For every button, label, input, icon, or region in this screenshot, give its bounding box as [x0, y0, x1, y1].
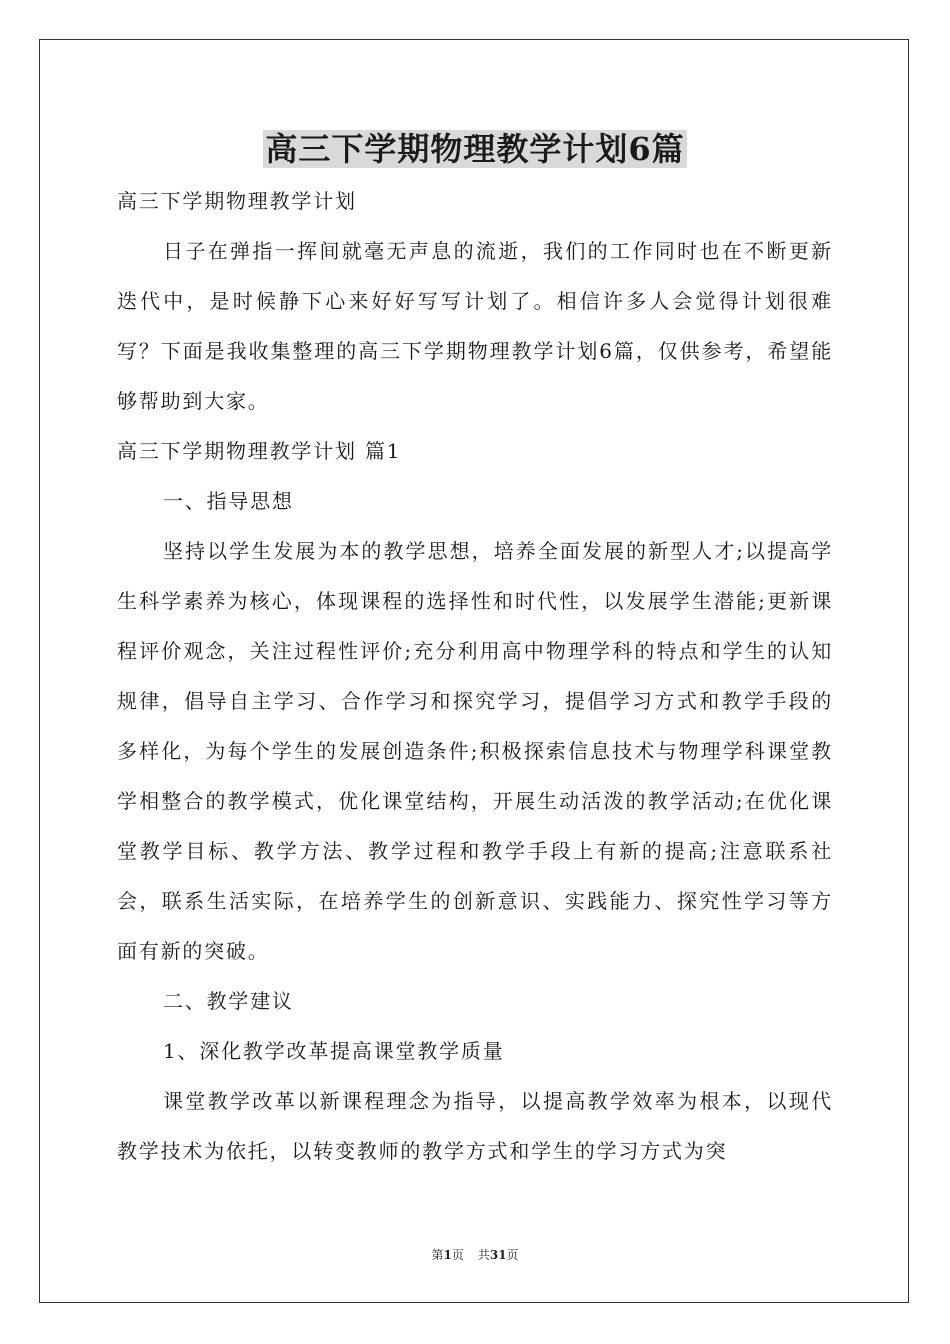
page-suffix: 页	[451, 1248, 464, 1262]
subheading: 1、深化教学改革提高课堂教学质量	[163, 1039, 505, 1063]
document-title	[0, 127, 950, 171]
page-current: 1	[443, 1248, 452, 1262]
paragraph: 高三下学期物理教学计划	[117, 189, 357, 213]
page-footer	[0, 1247, 950, 1263]
section-heading: 高三下学期物理教学计划 篇1	[117, 439, 402, 463]
total-suffix: 页	[506, 1248, 519, 1262]
page-prefix: 第	[431, 1248, 444, 1262]
total-prefix: 共	[477, 1248, 490, 1262]
subheading: 一、指导思想	[163, 489, 294, 513]
page-total: 31	[489, 1248, 507, 1262]
paragraph: 课堂教学改革以新课程理念为指导，以提高教学效率为根本，以现代教学技术为依托，以转变教师的教学方式和学生的学习方式为突	[117, 1089, 833, 1163]
document-title-text: 高三下学期物理教学计划6篇	[265, 130, 685, 168]
paragraph: 坚持以学生发展为本的教学思想，培养全面发展的新型人才;以提高学生科学素养为核心，体现课程的选择性和时代性，以发展学生潜能;更新课程评价观念，关注过程性评价;充分利用高中物理学科的特点和学生的认知规律，倡导自主学习、合作学习和探究学习，提倡学习方式和教学手段的多样化，为每个学生的发展创造条件;积极探索信息技术与物理学科课堂教学相整合的教学模式，优化课堂结构，开展生动活泼的教学活动;在优化课堂教学目标、教学方法、教学过程和教学手段上有新的提高;注意联系社会，联系生活实际，在培养学生的创新意识、实践能力、探究性学习等方面有新的突破。	[117, 539, 833, 963]
document-body	[117, 176, 833, 1176]
paragraph: 日子在弹指一挥间就毫无声息的流逝，我们的工作同时也在不断更新迭代中，是时候静下心来好好写写计划了。相信许多人会觉得计划很难写？下面是我收集整理的高三下学期物理教学计划6篇，仅供参考，希望能够帮助到大家。	[117, 239, 833, 413]
subheading: 二、教学建议	[163, 989, 294, 1013]
